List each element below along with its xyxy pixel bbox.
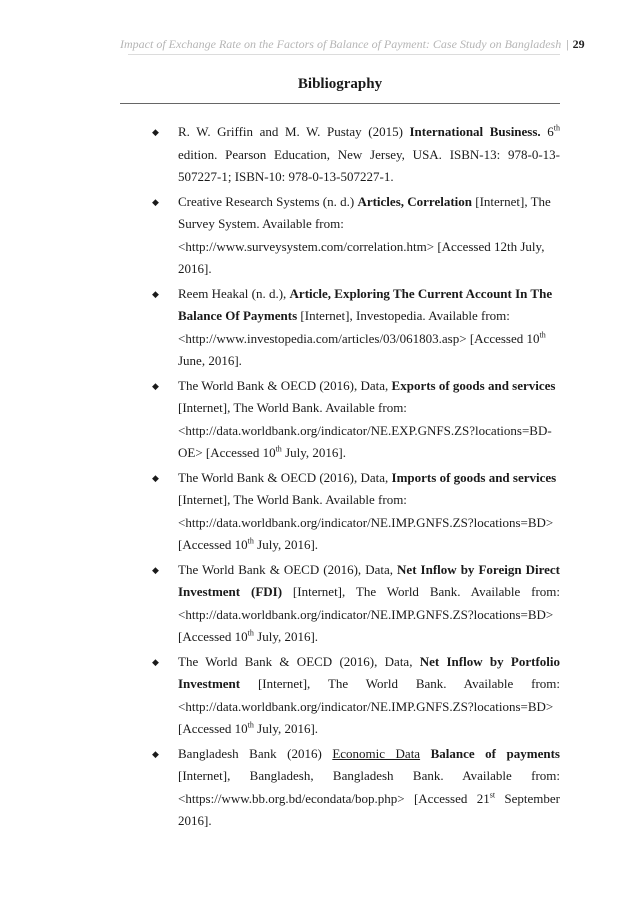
entry-line	[178, 236, 560, 259]
entry-line	[178, 626, 560, 649]
entry-text: September	[495, 790, 560, 806]
entry-text: [Accessed 10	[178, 629, 248, 644]
entry-line	[178, 718, 560, 741]
entry-text: Bangladesh Bank (2016)	[178, 745, 333, 761]
entry-text: [Internet], The World Bank. Available from:	[178, 400, 407, 415]
entry-text: <http://data.worldbank.org/indicator/NE.IMP.GNFS.ZS?locations=BD>	[178, 698, 554, 714]
entry-line	[178, 581, 560, 604]
entry-title: Article, Exploring The Current Account In The	[289, 285, 553, 301]
bibliography-entry	[152, 743, 560, 833]
bibliography-entry	[152, 559, 560, 649]
entry-line	[178, 442, 560, 465]
ordinal-suffix: th	[247, 536, 254, 546]
entry-text: [Internet], Bangladesh, Bangladesh Bank. Available from:	[178, 768, 560, 783]
bibliography-entry	[152, 467, 560, 557]
entry-line	[178, 489, 560, 512]
bullet-icon: ◆	[152, 196, 159, 207]
bullet-icon: ◆	[152, 564, 159, 575]
bullet-icon: ◆	[152, 656, 159, 667]
entry-text: [Accessed 10	[178, 537, 248, 552]
entry-line	[178, 604, 560, 627]
entry-text: edition. Pearson Education, New Jersey, USA. ISBN-13: 978-0-13-	[178, 146, 560, 162]
entry-text: June, 2016].	[178, 353, 242, 368]
entry-text: <https://www.bb.org.bd/econdata/bop.php> [Accessed 21	[178, 790, 490, 806]
entry-text: <http://data.worldbank.org/indicator/NE.IMP.GNFS.ZS?locations=BD>	[178, 514, 554, 530]
ordinal-suffix: st	[489, 790, 496, 800]
running-header	[120, 36, 585, 52]
entry-title: Balance Of Payments	[178, 308, 298, 323]
entry-text: [Internet], The World Bank. Available from:	[178, 492, 407, 507]
entry-text: [Internet], Investopedia. Available from:	[297, 308, 510, 323]
entry-title: Investment	[178, 676, 241, 691]
entry-line	[178, 328, 560, 351]
entry-text: Reem Heakal (n. d.),	[178, 285, 290, 301]
entry-line	[178, 121, 560, 144]
entry-text: [Internet], The World Bank. Available from:	[282, 584, 561, 599]
entry-text: [Accessed 10	[178, 721, 248, 736]
entry-text: Survey System. Available from:	[178, 216, 344, 231]
entry-text: July, 2016].	[253, 721, 319, 736]
entry-title: Investment (FDI)	[178, 584, 283, 599]
entry-text: Creative Research Systems (n. d.)	[178, 193, 358, 209]
entry-title: Articles, Correlation	[357, 193, 472, 209]
entry-line	[178, 420, 560, 443]
entry-line	[178, 534, 560, 557]
entry-line	[178, 651, 560, 674]
entry-text: 507227-1; ISBN-10: 978-0-13-507227-1.	[178, 169, 394, 184]
entry-text: July, 2016].	[253, 537, 319, 552]
entry-text: 2016].	[178, 813, 212, 828]
ordinal-suffix: th	[275, 444, 282, 454]
entry-text: <http://www.surveysystem.com/correlation.htm> [Accessed 12th July,	[178, 238, 545, 254]
entry-line	[178, 788, 560, 811]
entry-text: The World Bank & OECD (2016), Data,	[178, 377, 392, 393]
bibliography-entry	[152, 651, 560, 741]
bibliography-list	[152, 121, 560, 835]
entry-line	[178, 810, 560, 833]
entry-text: R. W. Griffin and M. W. Pustay (2015)	[178, 124, 410, 139]
entry-line	[178, 512, 560, 535]
ordinal-suffix: th	[247, 628, 254, 638]
title-divider	[120, 103, 560, 104]
entry-text: July, 2016].	[281, 445, 346, 460]
entry-title: Net Inflow by Portfolio	[419, 653, 560, 669]
entry-line	[178, 673, 560, 696]
entry-title: Balance of payments	[430, 745, 560, 761]
page-number: 29	[572, 37, 585, 51]
entry-line	[178, 213, 560, 236]
entry-text: <http://data.worldbank.org/indicator/NE.IMP.GNFS.ZS?locations=BD>	[178, 606, 554, 622]
entry-text: The World Bank & OECD (2016), Data,	[178, 561, 398, 577]
entry-line	[178, 397, 560, 420]
entry-title: Net Inflow by Foreign Direct	[397, 561, 560, 577]
entry-line	[178, 191, 560, 214]
entry-text: <http://www.investopedia.com/articles/03/061803.asp> [Accessed 10	[178, 330, 540, 346]
entry-text: [Internet], The World Bank. Available from:	[240, 676, 560, 691]
bullet-icon: ◆	[152, 288, 159, 299]
entry-source-title: Economic Data	[332, 745, 421, 761]
entry-title: International Business.	[409, 124, 541, 139]
entry-line	[178, 696, 560, 719]
entry-title: Exports of goods and services	[391, 377, 556, 393]
entry-line	[178, 283, 560, 306]
entry-line	[178, 258, 560, 281]
entry-line	[178, 305, 560, 328]
entry-line	[178, 765, 560, 788]
entry-text: July, 2016].	[253, 629, 319, 644]
entry-title: Imports of goods and services	[391, 469, 557, 485]
entry-line	[178, 375, 560, 398]
page-title: Bibliography	[297, 76, 383, 92]
entry-text: <http://data.worldbank.org/indicator/NE.EXP.GNFS.ZS?locations=BD-	[178, 422, 552, 438]
entry-text	[420, 746, 431, 761]
bullet-icon: ◆	[152, 472, 159, 483]
entry-text: 6	[540, 124, 554, 139]
bullet-icon: ◆	[152, 127, 159, 137]
header-divider	[128, 54, 560, 55]
entry-line	[178, 743, 560, 766]
bullet-icon: ◆	[152, 748, 159, 759]
ordinal-suffix: th	[247, 720, 254, 730]
entry-line	[178, 350, 560, 373]
entry-text: The World Bank & OECD (2016), Data,	[178, 653, 420, 669]
ordinal-suffix: th	[553, 123, 560, 133]
entry-line	[178, 467, 560, 490]
entry-line	[178, 166, 560, 189]
entry-text: 2016].	[178, 261, 212, 276]
bibliography-entry	[152, 283, 560, 373]
bibliography-entry	[152, 375, 560, 465]
entry-line	[178, 559, 560, 582]
entry-line	[178, 144, 560, 167]
entry-text: [Internet], The	[472, 193, 551, 209]
running-header-title: Impact of Exchange Rate on the Factors of Balance of Payment: Case Study on Bangladesh	[120, 37, 562, 51]
bibliography-entry	[152, 191, 560, 281]
bibliography-entry	[152, 121, 560, 189]
entry-text: OE> [Accessed 10	[178, 445, 276, 460]
entry-text: The World Bank & OECD (2016), Data,	[178, 469, 392, 485]
ordinal-suffix: th	[539, 330, 546, 340]
running-header-separator: |	[566, 37, 569, 51]
bullet-icon: ◆	[152, 380, 159, 391]
